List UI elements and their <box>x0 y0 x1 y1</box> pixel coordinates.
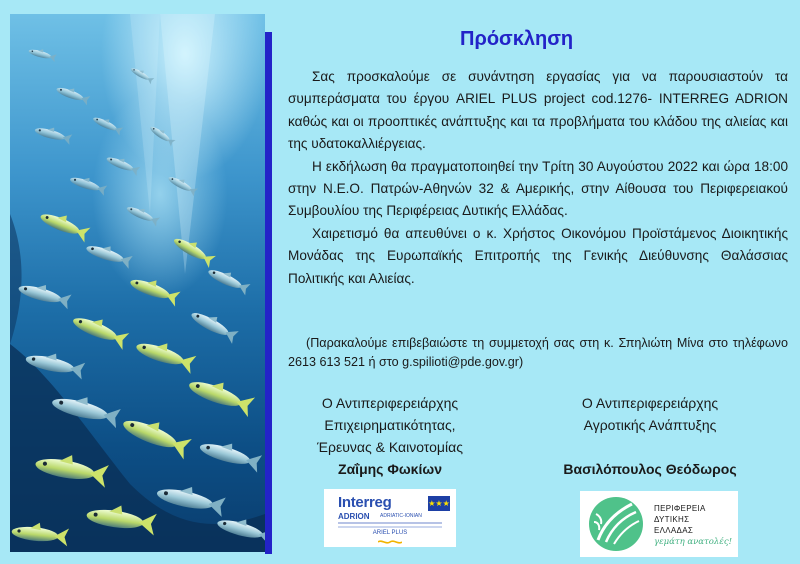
interreg-fineprint-line <box>338 522 442 524</box>
signatory-right-role-1: Ο Αντιπεριφερειάρχης <box>581 395 719 411</box>
signatory-left-role-2: Επιχειρηματικότητας, <box>324 417 456 433</box>
region-slogan: γεμάτη ανατολές! <box>654 537 732 547</box>
fish-school-illustration <box>10 14 265 552</box>
rsvp-note <box>288 334 788 372</box>
eu-flag-icon: ★★★ <box>428 496 450 511</box>
signatory-right-role-2: Αγροτικής Ανάπτυξης <box>583 417 717 433</box>
signatory-right <box>540 392 760 477</box>
interreg-project-text: ARIEL PLUS <box>372 530 408 536</box>
invitation-title: Πρόσκληση <box>460 28 574 50</box>
signatory-left-name: Ζαΐμης Φωκίων <box>338 461 442 477</box>
region-name-line-2: ΔΥΤΙΚΗΣ <box>654 515 690 524</box>
underwater-fish-photo <box>10 14 265 552</box>
paragraph-meeting: Σας προσκαλούμε σε συνάντηση εργασίας για να παρουσιαστούν τα συμπεράσματα του έργου ARIEL PLUS project cod.1276- INTERREG ADRION καθώς και οι προοπτικές ανάπτυξης και τα προβλήματα του κλάδου της αλιείας και της υδατοκαλλιέργειας. <box>288 69 788 152</box>
region-emblem-icon <box>586 494 648 554</box>
interreg-adrion-logo <box>324 489 456 547</box>
invitation-body <box>288 66 788 290</box>
interreg-program-text: ADRION <box>338 512 370 521</box>
ariel-wave-icon <box>378 539 402 545</box>
paragraph-event-details: Η εκδήλωση θα πραγματοποιηθεί την Τρίτη 30 Αυγούστου 2022 και ώρα 18:00 στην Ν.Ε.Ο. Πατρών-Αθηνών 32 & Αμερικής, στην Αίθουσα του Περιφερειακού Συμβουλίου της Περιφέρειας Δυτικής Ελλάδας. <box>288 158 788 219</box>
signatory-left-role-1: Ο Αντιπεριφερειάρχης <box>321 395 459 411</box>
region-western-greece-logo <box>580 491 738 557</box>
region-name <box>654 503 734 536</box>
photo-frame-edge <box>265 32 272 554</box>
paragraph-greeting: Χαιρετισμό θα απευθύνει ο κ. Χρήστος Οικονόμου Προϊστάμενος Διοικητικής Μονάδας της Ευρωπαϊκής Επιτροπής της Γενικής Διεύθυνσης Θαλάσσιας Πολιτικής και Αλιείας. <box>288 225 788 286</box>
region-name-line-1: ΠΕΡΙΦΕΡΕΙΑ <box>654 504 706 513</box>
interreg-fineprint-line-2 <box>338 526 442 528</box>
underwater-photo-frame <box>10 14 272 554</box>
interreg-brand-text: Interreg <box>338 494 392 511</box>
signatory-left-role-3: Έρευνας & Καινοτομίας <box>317 439 463 455</box>
signatory-left <box>280 392 500 480</box>
interreg-program-subtext: ADRIATIC-IONIAN <box>380 513 422 519</box>
rsvp-text: (Παρακαλούμε επιβεβαιώστε τη συμμετοχή σας στη κ. Σπηλιώτη Μίνα στο τηλέφωνο 2613 613 521 ή στο g.spilioti@pde.gov.gr) <box>288 336 788 369</box>
region-name-line-3: ΕΛΛΑΔΑΣ <box>654 526 694 535</box>
signatory-right-name: Βασιλόπουλος Θεόδωρος <box>563 461 737 477</box>
